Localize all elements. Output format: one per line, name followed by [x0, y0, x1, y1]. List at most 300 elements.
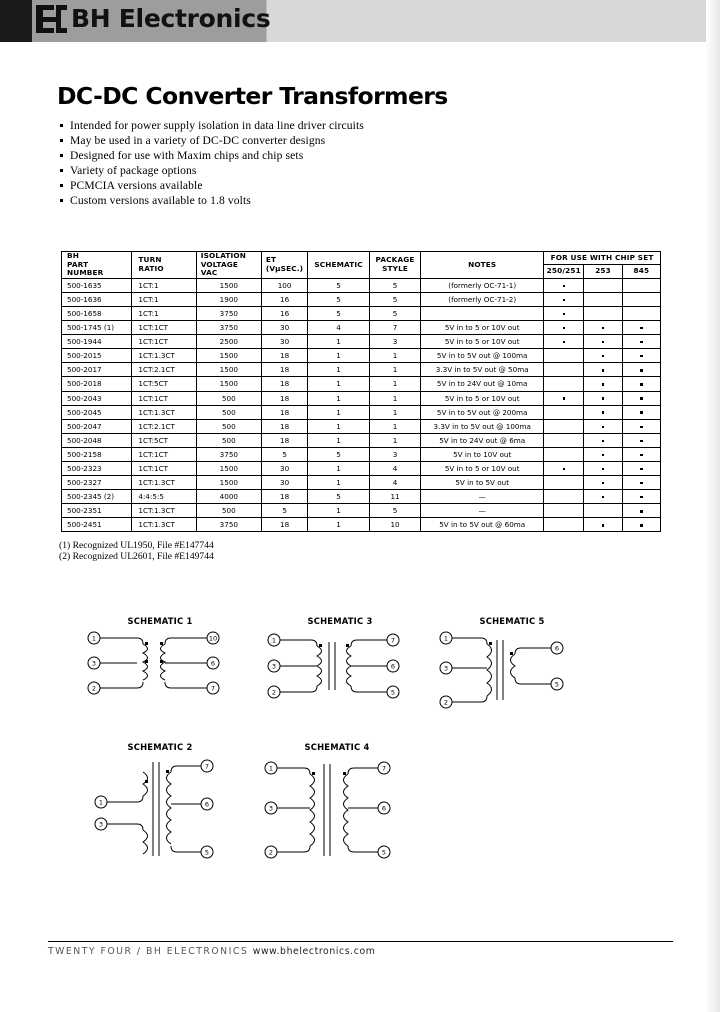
- cell-package-style: 4: [369, 476, 421, 490]
- table-row[interactable]: [62, 433, 661, 447]
- feature-item: [60, 164, 480, 177]
- schematic-4: [262, 742, 412, 867]
- cell-part-number: 500-2345 (2): [62, 490, 132, 504]
- cell-et: 30: [261, 476, 307, 490]
- cell-chipset-3: [622, 433, 660, 447]
- bullet-square-icon: [60, 169, 63, 172]
- chipset-dot-icon: [640, 397, 642, 399]
- table-header-row-1: [62, 252, 661, 265]
- bullet-square-icon: [60, 139, 63, 142]
- cell-chipset-3: [622, 321, 660, 335]
- cell-part-number: 500-2158: [62, 447, 132, 461]
- table-row[interactable]: [62, 490, 661, 504]
- cell-et: 100: [261, 278, 307, 292]
- cell-package-style: 5: [369, 278, 421, 292]
- cell-chipset-1: [544, 391, 584, 405]
- cell-part-number: 500-2323: [62, 462, 132, 476]
- cell-part-number: 500-2043: [62, 391, 132, 405]
- table-row[interactable]: [62, 476, 661, 490]
- cell-schematic: 1: [308, 335, 369, 349]
- cell-chipset-1: [544, 363, 584, 377]
- pin-label: 6: [204, 800, 210, 809]
- cell-turn-ratio: 1CT:5CT: [132, 377, 196, 391]
- cell-part-number: 500-1635: [62, 278, 132, 292]
- cell-part-number: 500-2048: [62, 433, 132, 447]
- cell-et: 18: [261, 518, 307, 532]
- pin-label: 5: [381, 848, 387, 857]
- pin-label: 6: [381, 804, 387, 813]
- cell-schematic: 1: [308, 391, 369, 405]
- chipset-dot-icon: [602, 341, 604, 343]
- pin-label: 1: [443, 634, 449, 643]
- chipset-dot-icon: [602, 524, 604, 526]
- cell-turn-ratio: 1CT:5CT: [132, 433, 196, 447]
- cell-chipset-2: [584, 306, 622, 320]
- cell-turn-ratio: 1CT:1CT: [132, 321, 196, 335]
- cell-chipset-2: [584, 363, 622, 377]
- cell-turn-ratio: 1CT:1: [132, 306, 196, 320]
- cell-et: 5: [261, 504, 307, 518]
- cell-chipset-1: [544, 419, 584, 433]
- pin-label: 6: [554, 644, 560, 653]
- cell-chipset-1: [544, 335, 584, 349]
- chipset-dot-icon: [640, 341, 642, 343]
- pin-label: 10: [208, 634, 218, 643]
- table-row[interactable]: [62, 349, 661, 363]
- cell-part-number: 500-1636: [62, 292, 132, 306]
- footnotes: [59, 540, 214, 563]
- cell-schematic: 5: [308, 306, 369, 320]
- cell-notes: —: [421, 490, 544, 504]
- schematic-2: [85, 742, 235, 867]
- bh-logo-icon: [36, 5, 66, 33]
- feature-item: [60, 194, 480, 207]
- cell-chipset-3: [622, 476, 660, 490]
- cell-isolation-voltage: 4000: [196, 490, 261, 504]
- cell-part-number: 500-2045: [62, 405, 132, 419]
- bullet-square-icon: [60, 124, 63, 127]
- schematic-5-caption: SCHEMATIC 5: [479, 616, 545, 626]
- pin-label: 7: [390, 636, 396, 645]
- feature-text: PCMCIA versions available: [70, 179, 203, 192]
- schematic-3: [265, 616, 415, 706]
- chipset-dot-icon: [602, 426, 604, 428]
- cell-package-style: 1: [369, 349, 421, 363]
- cell-et: 18: [261, 405, 307, 419]
- cell-chipset-1: [544, 349, 584, 363]
- feature-item: [60, 149, 480, 162]
- table-row[interactable]: [62, 447, 661, 461]
- cell-et: 18: [261, 363, 307, 377]
- cell-isolation-voltage: 1900: [196, 292, 261, 306]
- chipset-dot-icon: [640, 369, 642, 371]
- cell-schematic: 4: [308, 321, 369, 335]
- cell-package-style: 5: [369, 306, 421, 320]
- pin-label: 2: [271, 688, 277, 697]
- cell-schematic: 1: [308, 476, 369, 490]
- col-notes: NOTES: [421, 252, 544, 279]
- chipset-dot-icon: [640, 327, 642, 329]
- pin-label: 7: [381, 764, 387, 773]
- cell-isolation-voltage: 1500: [196, 377, 261, 391]
- cell-turn-ratio: 1CT:1.3CT: [132, 504, 196, 518]
- cell-part-number: 500-2351: [62, 504, 132, 518]
- cell-package-style: 3: [369, 335, 421, 349]
- schematic-2-caption: SCHEMATIC 2: [127, 742, 193, 752]
- cell-notes: 3.3V in to 5V out @ 50ma: [421, 363, 544, 377]
- cell-package-style: 7: [369, 321, 421, 335]
- chipset-dot-icon: [640, 411, 642, 413]
- cell-schematic: 5: [308, 447, 369, 461]
- chipset-dot-icon: [640, 454, 642, 456]
- cell-part-number: 500-2047: [62, 419, 132, 433]
- cell-chipset-3: [622, 377, 660, 391]
- cell-part-number: 500-1944: [62, 335, 132, 349]
- cell-chipset-2: [584, 490, 622, 504]
- cell-isolation-voltage: 1500: [196, 462, 261, 476]
- chipset-dot-icon: [640, 482, 642, 484]
- schematic-1-diagram: [85, 626, 235, 706]
- col-chip-845: 845: [622, 265, 660, 278]
- cell-isolation-voltage: 500: [196, 419, 261, 433]
- feature-text: Custom versions available to 1.8 volts: [70, 194, 251, 207]
- cell-turn-ratio: 1CT:1CT: [132, 335, 196, 349]
- pin-label: 3: [271, 662, 277, 671]
- col-chip-253: 253: [584, 265, 622, 278]
- table-row[interactable]: [62, 391, 661, 405]
- cell-chipset-3: [622, 490, 660, 504]
- pin-label: 7: [210, 684, 216, 693]
- cell-schematic: 1: [308, 462, 369, 476]
- cell-chipset-1: [544, 476, 584, 490]
- cell-et: 18: [261, 349, 307, 363]
- col-isolation-voltage: ISOLATION VOLTAGE VAC: [196, 252, 261, 279]
- cell-chipset-2: [584, 419, 622, 433]
- pin-label: 3: [98, 820, 104, 829]
- cell-chipset-3: [622, 292, 660, 306]
- cell-chipset-2: [584, 518, 622, 532]
- cell-package-style: 4: [369, 462, 421, 476]
- pin-label: 5: [554, 680, 560, 689]
- cell-part-number: 500-2327: [62, 476, 132, 490]
- cell-notes: 5V in to 5 or 10V out: [421, 462, 544, 476]
- cell-et: 30: [261, 462, 307, 476]
- chipset-dot-icon: [602, 454, 604, 456]
- table-row[interactable]: [62, 377, 661, 391]
- cell-chipset-1: [544, 321, 584, 335]
- cell-turn-ratio: 1CT:1.3CT: [132, 476, 196, 490]
- cell-turn-ratio: 1CT:1CT: [132, 391, 196, 405]
- cell-et: 18: [261, 490, 307, 504]
- cell-notes: 5V in to 5V out @ 60ma: [421, 518, 544, 532]
- cell-turn-ratio: 1CT:1.3CT: [132, 349, 196, 363]
- cell-chipset-1: [544, 306, 584, 320]
- cell-et: 16: [261, 292, 307, 306]
- cell-chipset-1: [544, 504, 584, 518]
- cell-chipset-2: [584, 335, 622, 349]
- footnote: (1) Recognized UL1950, File #E147744: [59, 540, 214, 551]
- pin-label: 2: [91, 684, 97, 693]
- cell-chipset-2: [584, 292, 622, 306]
- cell-notes: 5V in to 5V out @ 100ma: [421, 349, 544, 363]
- table-row[interactable]: [62, 419, 661, 433]
- cell-chipset-2: [584, 391, 622, 405]
- cell-part-number: 500-2015: [62, 349, 132, 363]
- chipset-dot-icon: [640, 510, 642, 512]
- cell-schematic: 1: [308, 518, 369, 532]
- cell-part-number: 500-2018: [62, 377, 132, 391]
- cell-package-style: 1: [369, 433, 421, 447]
- cell-notes: 5V in to 10V out: [421, 447, 544, 461]
- cell-chipset-1: [544, 462, 584, 476]
- cell-chipset-3: [622, 306, 660, 320]
- cell-et: 16: [261, 306, 307, 320]
- cell-part-number: 500-1745 (1): [62, 321, 132, 335]
- cell-schematic: 1: [308, 433, 369, 447]
- page-edge-shadow: [706, 0, 720, 1012]
- col-et: ET (VµSEC.): [261, 252, 307, 279]
- bullet-square-icon: [60, 154, 63, 157]
- cell-package-style: 1: [369, 391, 421, 405]
- cell-turn-ratio: 1CT:2.1CT: [132, 363, 196, 377]
- cell-isolation-voltage: 3750: [196, 321, 261, 335]
- pin-label: 7: [204, 762, 210, 771]
- table-row[interactable]: [62, 405, 661, 419]
- cell-chipset-2: [584, 349, 622, 363]
- cell-et: 18: [261, 433, 307, 447]
- cell-chipset-3: [622, 447, 660, 461]
- table-row[interactable]: [62, 363, 661, 377]
- cell-part-number: 500-1658: [62, 306, 132, 320]
- cell-chipset-3: [622, 349, 660, 363]
- schematic-5: [437, 616, 587, 716]
- product-table: [61, 251, 661, 532]
- chipset-dot-icon: [563, 397, 565, 399]
- cell-chipset-3: [622, 278, 660, 292]
- cell-isolation-voltage: 500: [196, 433, 261, 447]
- cell-chipset-2: [584, 377, 622, 391]
- footer-divider: [48, 941, 673, 942]
- feature-text: May be used in a variety of DC-DC converter designs: [70, 134, 326, 147]
- table-head: [62, 252, 661, 279]
- cell-et: 18: [261, 419, 307, 433]
- col-package-style: PACKAGE STYLE: [369, 252, 421, 279]
- col-chip-250-251: 250/251: [544, 265, 584, 278]
- chipset-dot-icon: [602, 369, 604, 371]
- chipset-dot-icon: [640, 524, 642, 526]
- col-schematic: SCHEMATIC: [308, 252, 369, 279]
- chipset-dot-icon: [640, 496, 642, 498]
- cell-package-style: 5: [369, 292, 421, 306]
- cell-isolation-voltage: 1500: [196, 363, 261, 377]
- table-row[interactable]: [62, 292, 661, 306]
- cell-package-style: 5: [369, 504, 421, 518]
- cell-notes: 5V in to 5 or 10V out: [421, 391, 544, 405]
- chipset-dot-icon: [563, 313, 565, 315]
- chipset-dot-icon: [563, 285, 565, 287]
- chipset-dot-icon: [640, 355, 642, 357]
- cell-notes: 5V in to 5V out: [421, 476, 544, 490]
- col-chipset-group: FOR USE WITH CHIP SET: [544, 252, 661, 265]
- pin-label: 6: [210, 659, 216, 668]
- schematic-1: [85, 616, 235, 706]
- page-footer: [48, 946, 375, 957]
- cell-chipset-2: [584, 476, 622, 490]
- col-turn-ratio: TURN RATIO: [132, 252, 196, 279]
- cell-turn-ratio: 4:4:5:5: [132, 490, 196, 504]
- pin-label: 5: [204, 848, 210, 857]
- chipset-dot-icon: [602, 482, 604, 484]
- cell-chipset-2: [584, 433, 622, 447]
- table-row[interactable]: [62, 504, 661, 518]
- brand-name: BH Electronics: [71, 4, 271, 33]
- cell-isolation-voltage: 500: [196, 391, 261, 405]
- cell-chipset-2: [584, 278, 622, 292]
- cell-schematic: 1: [308, 504, 369, 518]
- col-part-number: BH PART NUMBER: [62, 252, 132, 279]
- feature-item: [60, 119, 480, 132]
- cell-chipset-3: [622, 405, 660, 419]
- cell-chipset-3: [622, 419, 660, 433]
- cell-isolation-voltage: 1500: [196, 476, 261, 490]
- pin-label: 1: [91, 634, 97, 643]
- cell-chipset-1: [544, 292, 584, 306]
- chipset-dot-icon: [602, 440, 604, 442]
- cell-notes: 5V in to 5 or 10V out: [421, 335, 544, 349]
- feature-list: [60, 119, 480, 209]
- table-row[interactable]: [62, 306, 661, 320]
- feature-item: [60, 134, 480, 147]
- cell-notes: [421, 306, 544, 320]
- chipset-dot-icon: [640, 440, 642, 442]
- cell-chipset-2: [584, 405, 622, 419]
- cell-turn-ratio: 1CT:1: [132, 292, 196, 306]
- cell-notes: 5V in to 5 or 10V out: [421, 321, 544, 335]
- cell-package-style: 1: [369, 377, 421, 391]
- cell-turn-ratio: 1CT:2.1CT: [132, 419, 196, 433]
- cell-chipset-2: [584, 321, 622, 335]
- cell-isolation-voltage: 1500: [196, 278, 261, 292]
- cell-part-number: 500-2017: [62, 363, 132, 377]
- cell-package-style: 1: [369, 419, 421, 433]
- cell-package-style: 1: [369, 363, 421, 377]
- footer-url[interactable]: www.bhelectronics.com: [252, 946, 376, 957]
- cell-schematic: 5: [308, 278, 369, 292]
- cell-chipset-1: [544, 447, 584, 461]
- chipset-dot-icon: [602, 468, 604, 470]
- cell-turn-ratio: 1CT:1.3CT: [132, 518, 196, 532]
- cell-chipset-3: [622, 335, 660, 349]
- cell-chipset-1: [544, 278, 584, 292]
- chipset-dot-icon: [602, 411, 604, 413]
- chipset-dot-icon: [563, 341, 565, 343]
- chipset-dot-icon: [640, 383, 642, 385]
- cell-notes: 3.3V in to 5V out @ 100ma: [421, 419, 544, 433]
- cell-schematic: 1: [308, 405, 369, 419]
- cell-turn-ratio: 1CT:1CT: [132, 447, 196, 461]
- table-row[interactable]: [62, 278, 661, 292]
- chipset-dot-icon: [602, 496, 604, 498]
- cell-isolation-voltage: 1500: [196, 349, 261, 363]
- cell-chipset-1: [544, 405, 584, 419]
- schematic-4-caption: SCHEMATIC 4: [304, 742, 370, 752]
- footer-page-label: TWENTY FOUR / BH ELECTRONICS: [48, 946, 249, 957]
- cell-schematic: 5: [308, 490, 369, 504]
- cell-package-style: 1: [369, 405, 421, 419]
- pin-label: 5: [390, 688, 396, 697]
- cell-chipset-3: [622, 462, 660, 476]
- cell-isolation-voltage: 500: [196, 504, 261, 518]
- cell-chipset-3: [622, 518, 660, 532]
- table-row[interactable]: [62, 462, 661, 476]
- chipset-dot-icon: [602, 383, 604, 385]
- product-table-wrap: [61, 251, 661, 532]
- cell-notes: —: [421, 504, 544, 518]
- table-row[interactable]: [62, 321, 661, 335]
- cell-package-style: 3: [369, 447, 421, 461]
- cell-schematic: 1: [308, 363, 369, 377]
- cell-et: 30: [261, 321, 307, 335]
- cell-isolation-voltage: 2500: [196, 335, 261, 349]
- chipset-dot-icon: [602, 327, 604, 329]
- cell-notes: 5V in to 24V out @ 6ma: [421, 433, 544, 447]
- cell-schematic: 1: [308, 419, 369, 433]
- cell-chipset-2: [584, 504, 622, 518]
- feature-text: Intended for power supply isolation in data line driver circuits: [70, 119, 364, 132]
- table-row[interactable]: [62, 518, 661, 532]
- pin-label: 6: [390, 662, 396, 671]
- feature-item: [60, 179, 480, 192]
- cell-package-style: 11: [369, 490, 421, 504]
- cell-package-style: 10: [369, 518, 421, 532]
- pin-label: 1: [98, 798, 104, 807]
- pin-label: 2: [268, 848, 274, 857]
- cell-chipset-3: [622, 391, 660, 405]
- schematic-5-diagram: [437, 626, 587, 716]
- chipset-dot-icon: [563, 299, 565, 301]
- cell-et: 5: [261, 447, 307, 461]
- cell-notes: (formerly OC-71-1): [421, 278, 544, 292]
- cell-et: 30: [261, 335, 307, 349]
- pin-label: 2: [443, 698, 449, 707]
- cell-chipset-2: [584, 447, 622, 461]
- cell-chipset-1: [544, 377, 584, 391]
- cell-part-number: 500-2451: [62, 518, 132, 532]
- cell-isolation-voltage: 3750: [196, 306, 261, 320]
- table-row[interactable]: [62, 335, 661, 349]
- chipset-dot-icon: [563, 468, 565, 470]
- cell-schematic: 1: [308, 349, 369, 363]
- cell-chipset-3: [622, 504, 660, 518]
- pin-label: 3: [91, 659, 97, 668]
- cell-turn-ratio: 1CT:1.3CT: [132, 405, 196, 419]
- pin-label: 1: [271, 636, 277, 645]
- cell-schematic: 1: [308, 377, 369, 391]
- pin-label: 3: [443, 664, 449, 673]
- cell-isolation-voltage: 500: [196, 405, 261, 419]
- schematic-3-diagram: [265, 626, 415, 706]
- schematic-1-caption: SCHEMATIC 1: [127, 616, 193, 626]
- chipset-dot-icon: [602, 397, 604, 399]
- schematic-2-diagram: [85, 752, 235, 867]
- cell-chipset-2: [584, 462, 622, 476]
- feature-text: Variety of package options: [70, 164, 197, 177]
- cell-isolation-voltage: 3750: [196, 447, 261, 461]
- bullet-square-icon: [60, 184, 63, 187]
- table-body: [62, 278, 661, 532]
- cell-chipset-1: [544, 518, 584, 532]
- cell-turn-ratio: 1CT:1CT: [132, 462, 196, 476]
